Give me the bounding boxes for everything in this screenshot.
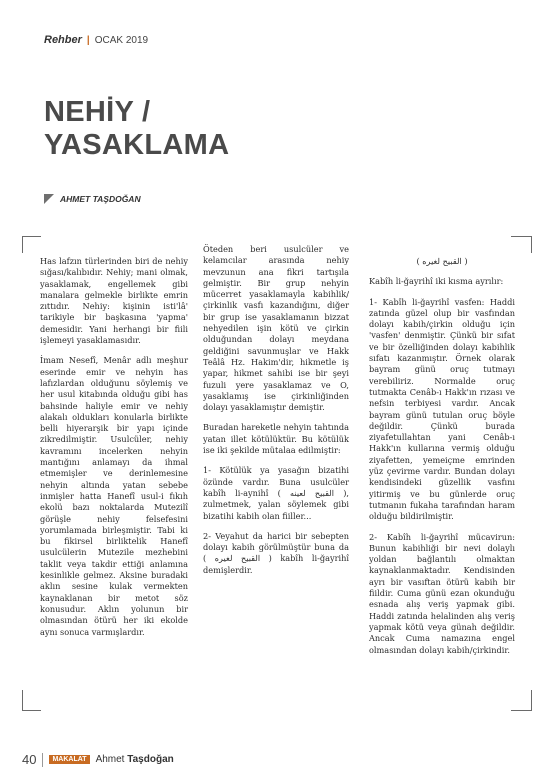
triangle-marker-icon <box>44 194 54 204</box>
paragraph: 1- Kötülük ya yasağın bizatihi özünde vardır. Buna usulcüler kabîh li-aynihî ( القبيح لعينه ), zulmetmek, yalan söylemek gibi bizatihi kabih olan fiiller... <box>203 465 349 521</box>
magazine-logo: Rehber <box>44 34 82 46</box>
frame-bottom-right <box>511 690 532 711</box>
frame-top-left <box>22 236 41 253</box>
paragraph: 1- Kabîh li-ğayrihî vasfen: Haddi zatında güzel olup bir vasfından dolayı kabih/çirkin olduğu için 'vasfen' denmiştir. Çünkü bir sıfat ve bir özelliğinden dolayı kabihlik sıfatı kazanmıştır. Örnek olarak bayram günü oruç tutmayı verebiliriz. Normalde oruç tutmakta Cenâb-ı Hakk'ın rızası ve nefsin terbiyesi vardır. Ancak bayram günü tutulan oruç böyle değildir. Çünkü burada ziyafetullahtan yani Cenâb-ı Hakk'ın kullarına vermiş olduğu ziyafetten, yemeiçme emrinden yüz çevirme vardır. Bundan dolayı kendisindeki güzellik vasfını yitirmiş ve bu günlerde oruç tutmanın fukaha tarafından haram olduğu bildirilmiştir. <box>369 296 515 522</box>
paragraph: 2- Kabîh li-ğayrihî mücavirun: Bunun kabihliği bir nevi dolaylı yoldan bağlantılı olmaktan kaynaklanmaktadır. Kendisinden ayrı bir vasıftan ötürü kabih bir fiildir. Cuma günü ezan okunduğu esnada alış veriş yapmak gibi. Haddi zatında helalinden alış veriş yapmak kötü veya günah değildir. Ancak Cuma namazına engel olmasından dolayı kabih/çirkindir. <box>369 531 515 655</box>
page-footer <box>22 752 174 767</box>
column-1 <box>40 256 188 647</box>
footer-author-first: Ahmet <box>95 754 125 765</box>
author-name: AHMET TAŞDOĞAN <box>60 194 141 204</box>
paragraph: İmam Nesefî, Menâr adlı meşhur eserinde emir ve nehyin has lafızlardan olduğunu söylemiş ve her usul kitabında olduğu gibi has bahsinde haliyle emir ve nehiy alakalı oldukları konularla birlikte belli hiyerarşik bir yapı içinde zikredilmiştir. Usulcüler, nehiy kavramını incelerken nehyin mantığını anlamayı da ihmal etmemişler ve derinlemesine nehyin altında yatan sebebe inmişler hatta Hanefî usul-i fıkıh ekolü bazı noktalarda Mutezilî görüşle nehiy felsefesini yorumlamada birleşmiştir. Tabi ki bu fikirsel birliktelik Hanefî usulcülerin Mutezile mezhebini taklit veya takdir ettiği anlamına kesinlikle gelmez. Aksine buradaki aklın sesine kulak vermekten kaynaklanan bir metot söz konusudur. Aklın yolunun bir olmasından ötürü her iki ekolde aynı sonuca varmışlardır. <box>40 355 188 637</box>
paragraph: Has lafzın türlerinden biri de nehiy sığası/kalıbıdır. Nehiy; mani olmak, yasaklamak, engellemek gibi manalara gelmekle birlikte emrin zıttıdır. Nehiy: kişinin isti'lâ' tarikiyle bir başkasına 'yapma' demesidir. Yani herhangi bir fiili işlemeyi yasaklamasıdır. <box>40 256 188 346</box>
footer-author-last: Taşdoğan <box>127 754 174 765</box>
paragraph: Kabîh li-ğayrihî iki kısma ayrılır: <box>369 276 504 287</box>
issue-date: OCAK 2019 <box>94 34 149 46</box>
footer-author <box>96 754 174 765</box>
column-2 <box>203 244 349 585</box>
frame-bottom-left <box>22 690 41 711</box>
paragraph: 2- Veyahut da harici bir sebepten dolayı kabih görülmüştür buna da ( القبيح لغيره ) kabîh li-ğayrihî demişlerdir. <box>203 530 350 575</box>
paragraph: Buradan hareketle nehyin tahtında yatan illet kötülüktür. Bu kötülük ise iki şekilde mütalaa edilmiştir: <box>203 422 349 456</box>
running-header <box>44 34 148 46</box>
title-line-2: YASAKLAMA <box>44 129 230 161</box>
header-separator: | <box>86 34 90 46</box>
article-title <box>44 96 229 162</box>
author-byline <box>44 194 141 204</box>
page-number: 40 <box>22 752 37 767</box>
column-3 <box>369 256 515 665</box>
title-line-1: NEHİY / <box>44 96 151 128</box>
footer-divider <box>42 753 43 767</box>
section-label: MAKALAT <box>49 755 89 764</box>
paragraph: Öteden beri usulcüler ve kelamcılar arasında nehiy mevzunun ana fikri tartışıla gelmiştir. Bir grup nehyin mücerret yasaklamayla kabihlik/çirkinlik vasfı kazandığını, diğer bir grup ise yasaklamanın bizzat nehyedilen işin kötü ve çirkin olduğundan dolayı meydana geldiğini savunmuşlar ve Hakk Teâlâ Hz. Hakim'dir, hikmetle iş yapar, hikmet sahibi ise bir şeyi fuzuli yere yasaklamaz ve O, yasaklamış ise çirkinliğinden dolayı yasaklamıştır demiştir. <box>203 244 349 413</box>
frame-top-right <box>511 236 532 253</box>
arabic-term: ( القبيح لغيره ) <box>416 256 468 266</box>
